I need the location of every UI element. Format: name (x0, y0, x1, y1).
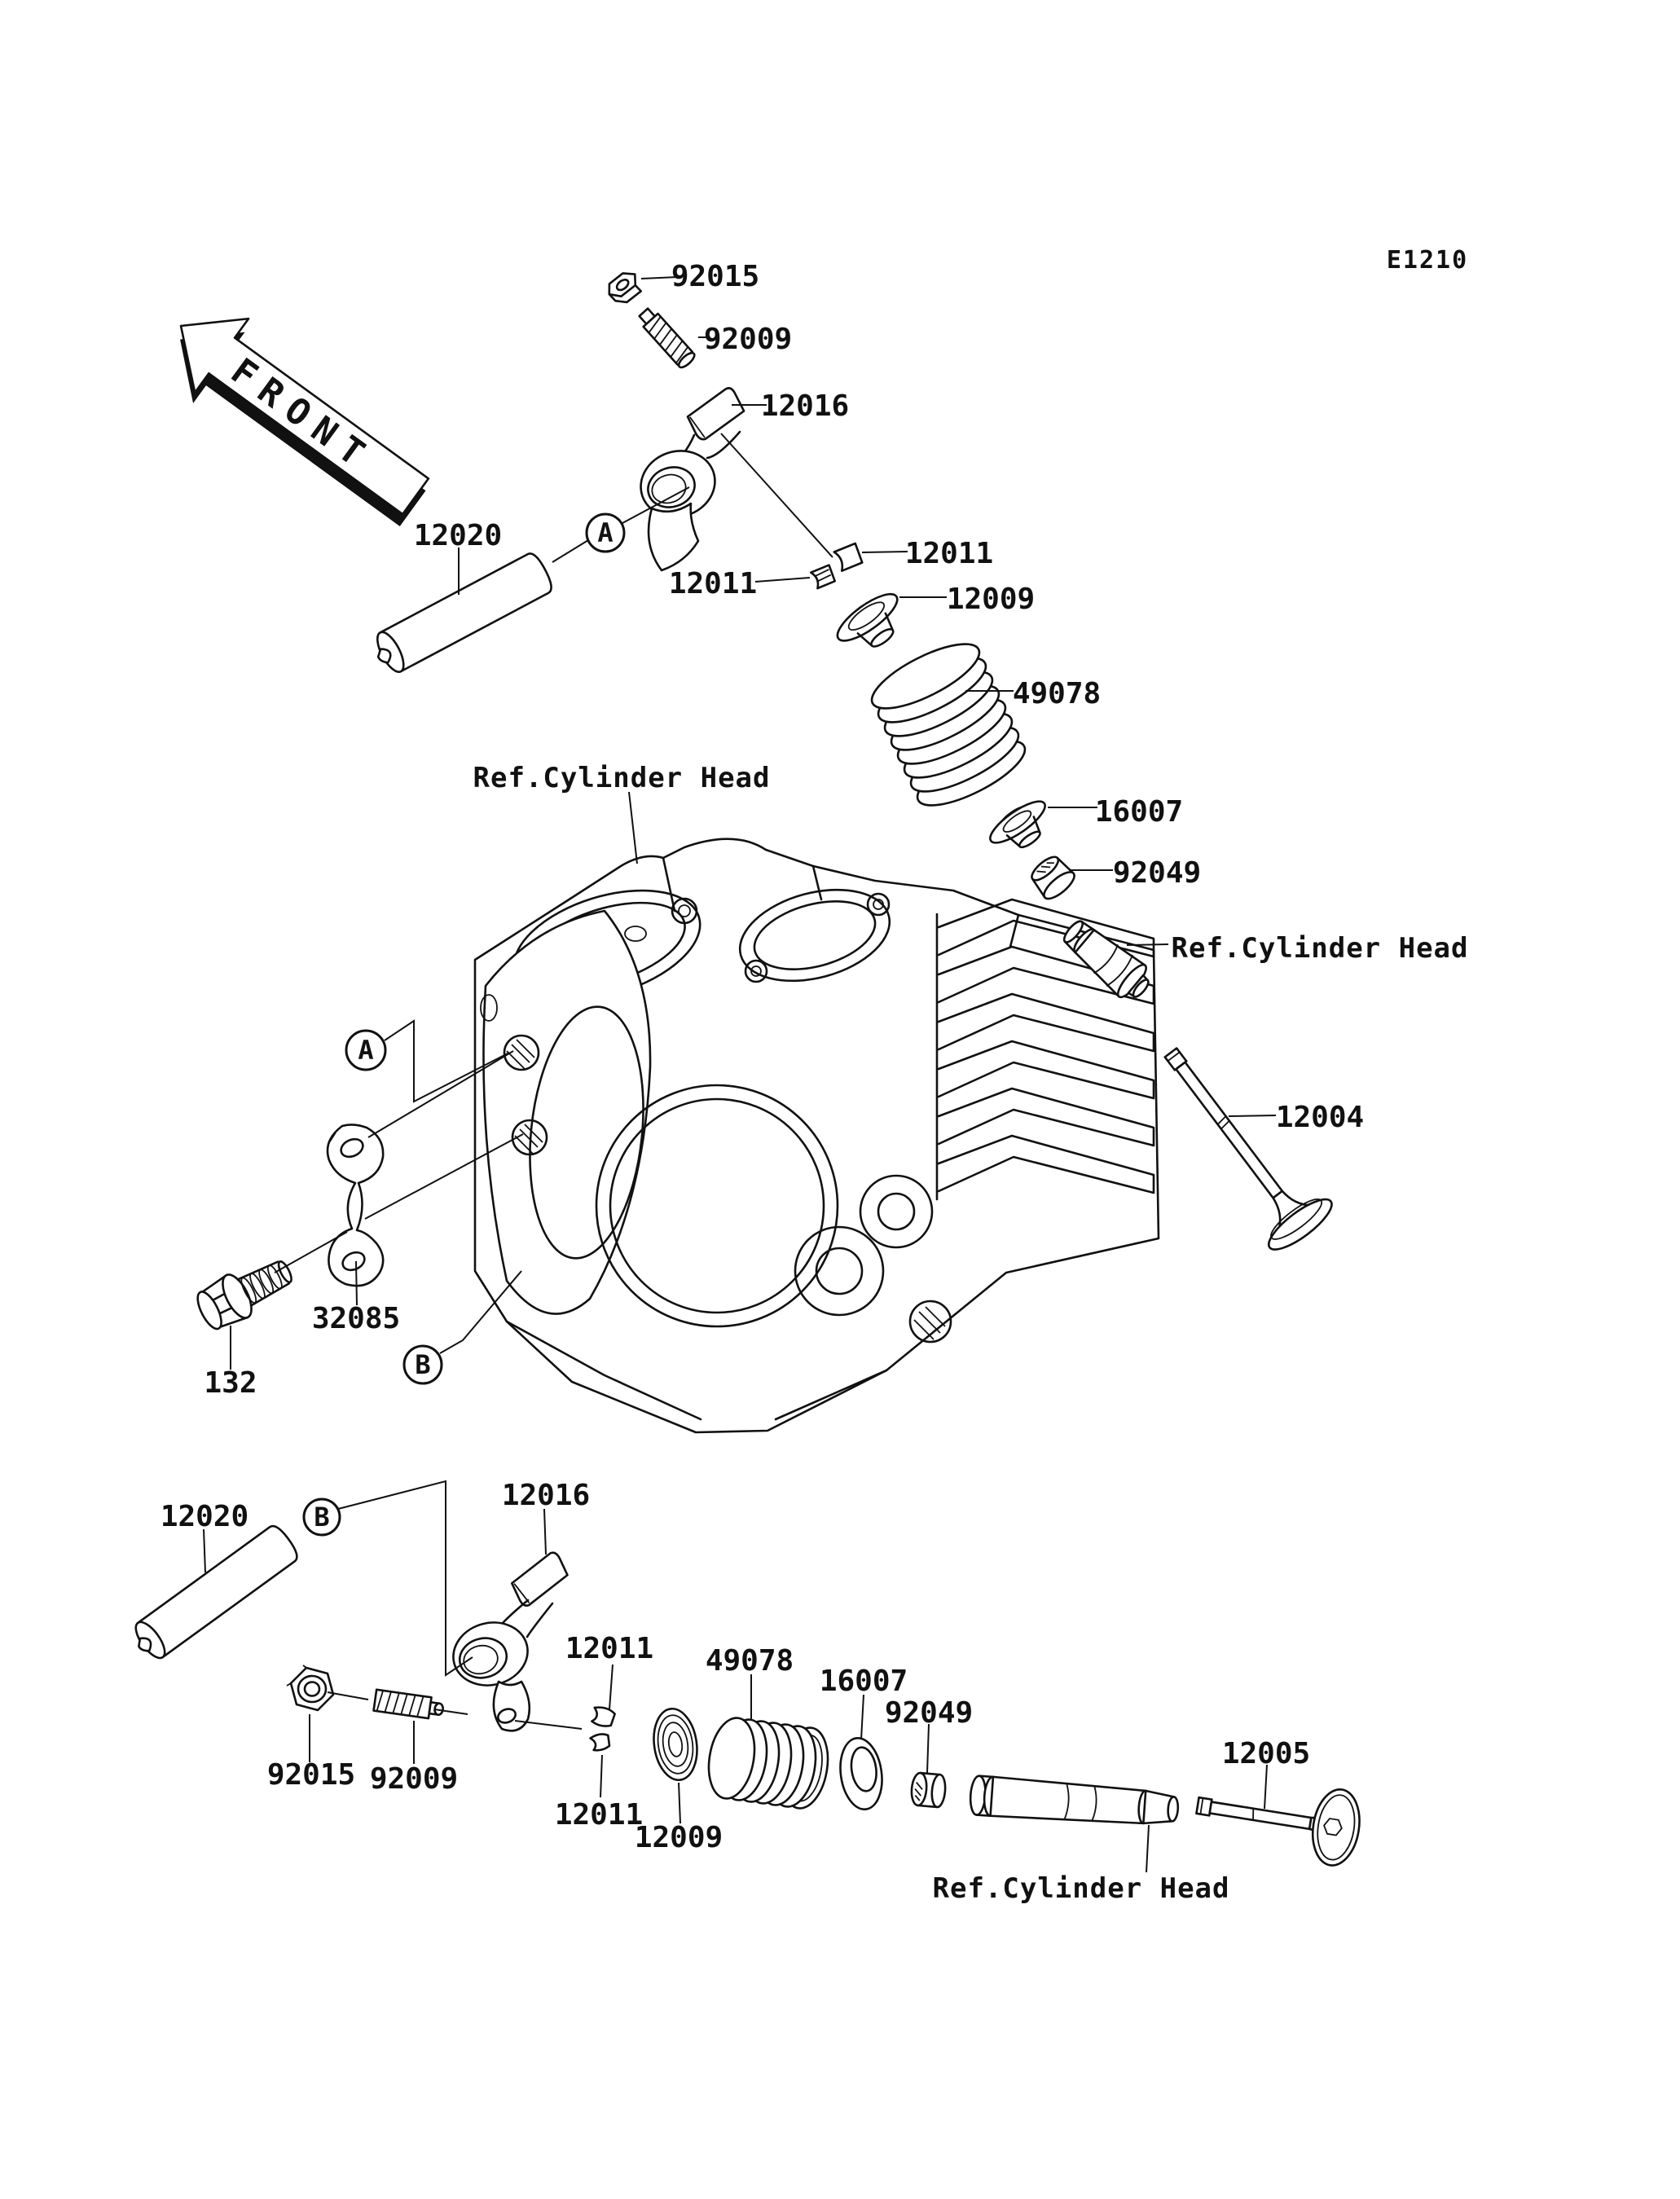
callout-b-leader (338, 1481, 473, 1675)
leader-line (927, 1724, 929, 1773)
locknut-bottom (287, 1665, 333, 1710)
label-keeper-lower-bottom: 12011 (554, 1798, 644, 1832)
leader-line (328, 1692, 368, 1700)
leader-line (609, 1665, 613, 1709)
label-spring-retainer-top: 12009 (946, 583, 1036, 616)
callout-b-head (404, 1346, 442, 1383)
diagram-code: E1210 (1386, 246, 1469, 275)
leader-line (600, 1755, 602, 1797)
valve-keeper-left-top (811, 565, 835, 589)
label-stem-seal-bottom: 92049 (884, 1696, 974, 1730)
callout-b-letter: B (415, 1349, 431, 1380)
label-stem-seal-top: 92049 (1112, 856, 1202, 890)
label-rocker-shaft-bottom: 12020 (160, 1500, 249, 1533)
leader-line (1127, 944, 1168, 945)
label-ref-cylinder-head-guide: Ref.Cylinder Head (1171, 932, 1469, 965)
leader-line (552, 540, 588, 562)
label-rocker-arm-bottom: 12016 (501, 1479, 591, 1512)
valve-keeper-right-top (833, 543, 862, 571)
spring-retainer-bottom (649, 1706, 701, 1783)
label-bolt: 132 (204, 1366, 257, 1400)
inlet-valve (1140, 1030, 1338, 1257)
leader-line (755, 578, 810, 582)
label-locknut-bottom: 92015 (266, 1758, 356, 1792)
callout-b-letter: B (314, 1502, 330, 1533)
label-keeper-upper-bottom: 12011 (565, 1632, 654, 1665)
label-adjusting-screw-top: 92009 (703, 323, 793, 356)
leader-line (721, 433, 833, 557)
valve-keeper-upper-bottom (591, 1705, 616, 1728)
label-rocker-arm-top: 12016 (760, 389, 850, 423)
locknut-top (605, 268, 646, 308)
callout-a-letter: A (358, 1035, 374, 1066)
valve-stem-seal-top (1027, 851, 1079, 903)
leader-line (356, 1261, 357, 1305)
cylinder-head-drawing (475, 839, 1159, 1432)
label-valve-spring-top: 49078 (1012, 677, 1102, 710)
callout-a-top (587, 514, 624, 552)
valve-guide-bottom (970, 1775, 1180, 1829)
callout-a-head (346, 1031, 385, 1070)
leader-line (1229, 1115, 1276, 1116)
leader-line (544, 1509, 546, 1555)
label-spring-retainer-bottom: 12009 (634, 1821, 723, 1854)
label-keeper-right-top: 12011 (904, 537, 994, 570)
leader-line (629, 792, 637, 864)
label-spring-seat-bottom: 16007 (819, 1665, 908, 1698)
callout-b-bottom (304, 1499, 340, 1535)
label-exhaust-valve: 12005 (1221, 1737, 1311, 1770)
label-adjusting-screw-bottom: 92009 (369, 1762, 459, 1796)
front-direction-arrow (148, 289, 446, 544)
rocker-shaft-top (368, 551, 555, 678)
valve-stem-seal-bottom (910, 1772, 946, 1807)
leader-line (1146, 1825, 1149, 1872)
rocker-arm-bottom (446, 1550, 571, 1731)
label-rocker-shaft-top: 12020 (413, 519, 503, 552)
label-inlet-valve: 12004 (1275, 1101, 1365, 1134)
rocker-arm-top (632, 386, 747, 570)
label-keeper-left-top: 12011 (668, 567, 758, 600)
spring-seat-bottom (836, 1735, 886, 1812)
label-ref-cylinder-head-top: Ref.Cylinder Head (473, 762, 771, 794)
leader-line (679, 1783, 680, 1823)
label-spring-seat-top: 16007 (1094, 795, 1184, 829)
rocker-shaft-bottom (127, 1522, 301, 1665)
front-label: FRONT (223, 350, 381, 482)
spring-seat-top (984, 794, 1058, 862)
label-ref-cylinder-head-bottom: Ref.Cylinder Head (932, 1872, 1230, 1905)
leader-line (204, 1529, 205, 1572)
exhaust-valve (1192, 1768, 1365, 1869)
label-valve-spring-bottom: 49078 (705, 1644, 794, 1678)
adjusting-screw-bottom (374, 1690, 445, 1720)
label-bracket: 32085 (311, 1302, 401, 1335)
valve-spring-top (864, 631, 1033, 817)
valve-spring-bottom (703, 1714, 834, 1812)
label-locknut-top: 92015 (671, 260, 760, 293)
leader-line (861, 1695, 864, 1739)
callout-a-letter: A (597, 517, 614, 548)
adjusting-screw-top (636, 306, 697, 369)
leader-line (1264, 1765, 1267, 1809)
head-bolt (191, 1249, 299, 1335)
valve-keeper-lower-bottom (590, 1733, 610, 1752)
